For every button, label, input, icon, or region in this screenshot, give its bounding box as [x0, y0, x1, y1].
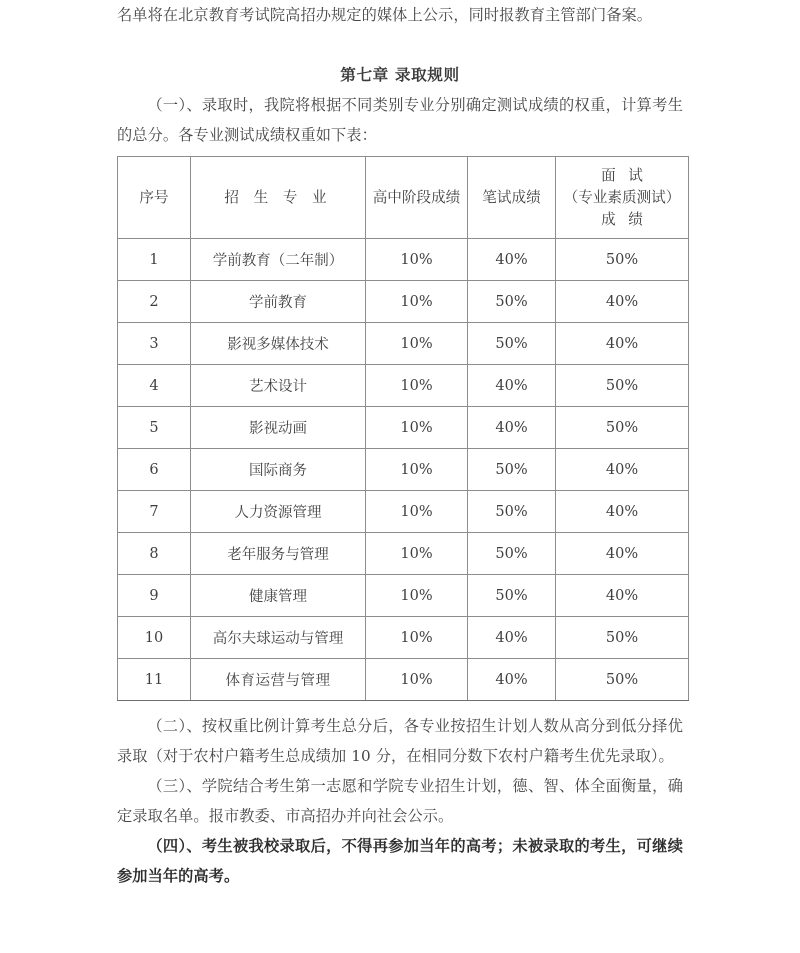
clause-two-paragraph: （二）、按权重比例计算考生总分后，各专业按招生计划人数从高分到低分择优录取（对于农村户籍考生总成绩加 10 分，在相同分数下农村户籍考生优先录取）。	[117, 717, 683, 765]
cell-major: 高尔夫球运动与管理	[191, 617, 366, 659]
clause-one-paragraph: （一）、录取时，我院将根据不同类别专业分别确定测试成绩的权重，计算考生的总分。各专业测试成绩权重如下表：	[117, 96, 683, 144]
cell-written-score: 40%	[468, 617, 556, 659]
cell-written-score: 50%	[468, 491, 556, 533]
cell-interview-score: 40%	[556, 533, 689, 575]
cell-written-score: 40%	[468, 407, 556, 449]
table-row	[118, 575, 689, 617]
cell-major: 学前教育	[191, 281, 366, 323]
table-row	[118, 617, 689, 659]
table-body	[118, 239, 689, 701]
cell-high-school-score: 10%	[366, 407, 468, 449]
cell-major: 健康管理	[191, 575, 366, 617]
cell-high-school-score: 10%	[366, 659, 468, 701]
clause-four-paragraph: （四）、考生被我校录取后，不得再参加当年的高考；未被录取的考生，可继续参加当年的高考。	[117, 837, 683, 885]
cell-major: 体育运营与管理	[191, 659, 366, 701]
cell-no: 2	[118, 281, 191, 323]
cell-interview-score: 40%	[556, 491, 689, 533]
cell-written-score: 50%	[468, 575, 556, 617]
cell-major: 艺术设计	[191, 365, 366, 407]
cell-high-school-score: 10%	[366, 533, 468, 575]
cell-no: 4	[118, 365, 191, 407]
paragraph-spacer	[117, 30, 683, 60]
column-header-interview-score	[556, 157, 689, 239]
cell-high-school-score: 10%	[366, 617, 468, 659]
cell-written-score: 50%	[468, 449, 556, 491]
cell-written-score: 40%	[468, 659, 556, 701]
cell-no: 5	[118, 407, 191, 449]
cell-written-score: 40%	[468, 365, 556, 407]
interview-header-line-3: 成 绩	[601, 210, 647, 228]
cell-written-score: 50%	[468, 533, 556, 575]
table-row	[118, 491, 689, 533]
cell-major: 学前教育（二年制）	[191, 239, 366, 281]
cell-major: 人力资源管理	[191, 491, 366, 533]
cell-major: 影视多媒体技术	[191, 323, 366, 365]
cell-written-score: 40%	[468, 239, 556, 281]
post-table-spacer	[117, 701, 683, 711]
cell-interview-score: 40%	[556, 323, 689, 365]
column-header-written-score: 笔试成绩	[468, 157, 556, 239]
cell-no: 7	[118, 491, 191, 533]
table-header-row	[118, 157, 689, 239]
table-row	[118, 239, 689, 281]
table-row	[118, 659, 689, 701]
table-header	[118, 157, 689, 239]
cell-interview-score: 50%	[556, 365, 689, 407]
cell-written-score: 50%	[468, 281, 556, 323]
interview-header-line-1: 面 试	[601, 166, 647, 184]
cell-interview-score: 50%	[556, 617, 689, 659]
table-row	[118, 449, 689, 491]
table-row	[118, 407, 689, 449]
table-row	[118, 323, 689, 365]
cell-interview-score: 50%	[556, 659, 689, 701]
cell-no: 10	[118, 617, 191, 659]
cell-interview-score: 40%	[556, 281, 689, 323]
cell-high-school-score: 10%	[366, 575, 468, 617]
cell-major: 老年服务与管理	[191, 533, 366, 575]
cell-no: 8	[118, 533, 191, 575]
chapter-heading: 第七章 录取规则	[340, 65, 460, 84]
cell-no: 9	[118, 575, 191, 617]
cell-high-school-score: 10%	[366, 449, 468, 491]
column-header-no: 序号	[118, 157, 191, 239]
cell-no: 11	[118, 659, 191, 701]
cell-no: 6	[118, 449, 191, 491]
cell-major: 影视动画	[191, 407, 366, 449]
cell-written-score: 50%	[468, 323, 556, 365]
column-header-high-school-score: 高中阶段成绩	[366, 157, 468, 239]
cell-no: 3	[118, 323, 191, 365]
table-row	[118, 365, 689, 407]
cell-high-school-score: 10%	[366, 365, 468, 407]
intro-paragraph: 名单将在北京教育考试院高招办规定的媒体上公示，同时报教育主管部门备案。	[117, 6, 653, 24]
column-header-major: 招 生 专 业	[191, 157, 366, 239]
cell-interview-score: 40%	[556, 449, 689, 491]
major-weights-table	[117, 156, 689, 701]
interview-header-line-2: （专业素质测试）	[563, 188, 681, 206]
cell-no: 1	[118, 239, 191, 281]
cell-high-school-score: 10%	[366, 281, 468, 323]
cell-interview-score: 50%	[556, 239, 689, 281]
cell-high-school-score: 10%	[366, 239, 468, 281]
cell-high-school-score: 10%	[366, 323, 468, 365]
table-row	[118, 533, 689, 575]
cell-major: 国际商务	[191, 449, 366, 491]
cell-interview-score: 50%	[556, 407, 689, 449]
cell-interview-score: 40%	[556, 575, 689, 617]
cell-high-school-score: 10%	[366, 491, 468, 533]
clause-three-paragraph: （三）、学院结合考生第一志愿和学院专业招生计划，德、智、体全面衡量，确定录取名单。报市教委、市高招办并向社会公示。	[117, 777, 683, 825]
table-row	[118, 281, 689, 323]
